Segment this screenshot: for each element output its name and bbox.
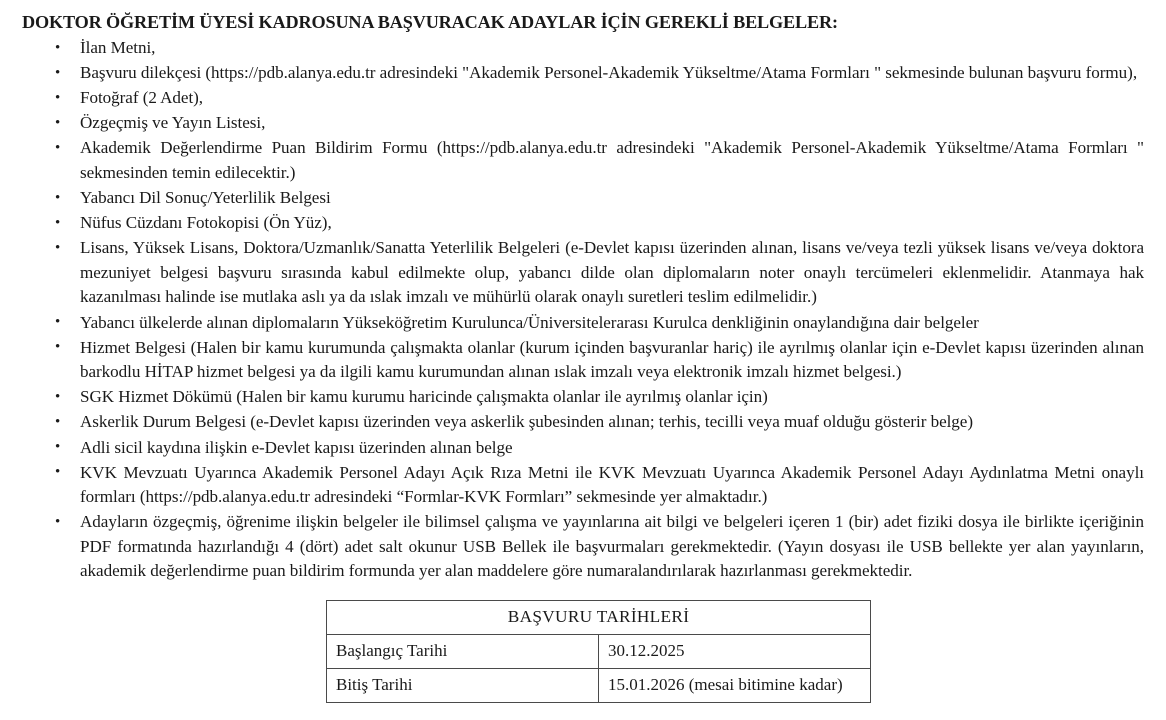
end-date-value: 15.01.2026 (mesai bitimine kadar) [599, 669, 871, 703]
list-item: • Özgeçmiş ve Yayın Listesi, [0, 111, 1166, 136]
application-dates-table [326, 600, 871, 703]
list-item: • Nüfus Cüzdanı Fotokopisi (Ön Yüz), [0, 211, 1166, 236]
list-item: • Yabancı ülkelerde alınan diplomaların Yükseköğretim Kurulunca/Üniversitelerarası Kurulca denkliğinin onaylandığına dair belgeler [0, 311, 1166, 336]
start-date-label: Başlangıç Tarihi [327, 635, 599, 669]
table-header-title: BAŞVURU TARİHLERİ [327, 601, 871, 635]
table-row [327, 635, 871, 669]
list-item: • Akademik Değerlendirme Puan Bildirim Formu (https://pdb.alanya.edu.tr adresindeki "Akademik Personel-Akademik Yükseltme/Atama Formları " sekmesinden temin edilecektir.) [0, 136, 1166, 185]
list-item: • Askerlik Durum Belgesi (e-Devlet kapısı üzerinden veya askerlik şubesinden alınan; terhis, tecilli veya muaf olduğu gösterir belge) [0, 410, 1166, 435]
list-item: • Fotoğraf (2 Adet), [0, 86, 1166, 111]
list-item: • Hizmet Belgesi (Halen bir kamu kurumunda çalışmakta olanlar (kurum içinden başvuranlar hariç) ile ayrılmış olanlar için e-Devlet kapısı üzerinden alınan barkodlu HİTAP hizmet belgesi ya da ilgili kamu kurumundan alınan ıslak imzalı veya elektronik imzalı hizmet belgesi.) [0, 336, 1166, 385]
list-item: • SGK Hizmet Dökümü (Halen bir kamu kurumu haricinde çalışmakta olanlar ile ayrılmış olanlar için) [0, 385, 1166, 410]
list-item: • Adayların özgeçmiş, öğrenime ilişkin belgeler ile bilimsel çalışma ve yayınlarına ait bilgi ve belgeleri içeren 1 (bir) adet fiziki dosya ile birlikte içeriğinin PDF formatında hazırlandığı 4 (dört) adet salt okunur USB Bellek ile başvurmaları gerekmektedir. (Yayın dosyası ile USB bellekte yer alan yayınların, akademik değerlendirme puan bildirim formunda yer alan maddelere göre numaralandırılarak hazırlanması gerekmektedir. [0, 510, 1166, 584]
table-row [327, 669, 871, 703]
table-header-row [327, 601, 871, 635]
list-item: • Adli sicil kaydına ilişkin e-Devlet kapısı üzerinden alınan belge [0, 436, 1166, 461]
start-date-value: 30.12.2025 [599, 635, 871, 669]
list-item: • Lisans, Yüksek Lisans, Doktora/Uzmanlık/Sanatta Yeterlilik Belgeleri (e-Devlet kapısı üzerinden alınan, lisans ve/veya tezli yüksek lisans ve/veya doktora mezuniyet belgesi başvuru sırasında kabul edilmekte olup, yabancı dilde olan diplomaların noter onaylı tercümeleri eklenmelidir. Atanmaya hak kazanılması halinde ise mutlaka aslı ya da ıslak imzalı ve mühürlü olarak onaylı suretleri teslim edilmelidir.) [0, 236, 1166, 310]
required-documents-list [0, 36, 1166, 585]
application-dates-table-container [326, 600, 871, 703]
list-item: • Başvuru dilekçesi (https://pdb.alanya.edu.tr adresindeki "Akademik Personel-Akademik Yükseltme/Atama Formları " sekmesinde bulunan başvuru formu), [0, 61, 1166, 86]
list-item: • Yabancı Dil Sonuç/Yeterlilik Belgesi [0, 186, 1166, 211]
page-title: DOKTOR ÖĞRETİM ÜYESİ KADROSUNA BAŞVURACAK ADAYLAR İÇİN GEREKLİ BELGELER: [22, 12, 838, 32]
end-date-label: Bitiş Tarihi [327, 669, 599, 703]
list-item: • KVK Mevzuatı Uyarınca Akademik Personel Adayı Açık Rıza Metni ile KVK Mevzuatı Uyarınca Akademik Personel Adayı Aydınlatma Metni onaylı formları (https://pdb.alanya.edu.tr adresindeki “Formlar-KVK Formları” sekmesinde yer almaktadır.) [0, 461, 1166, 510]
list-item: • İlan Metni, [0, 36, 1166, 61]
